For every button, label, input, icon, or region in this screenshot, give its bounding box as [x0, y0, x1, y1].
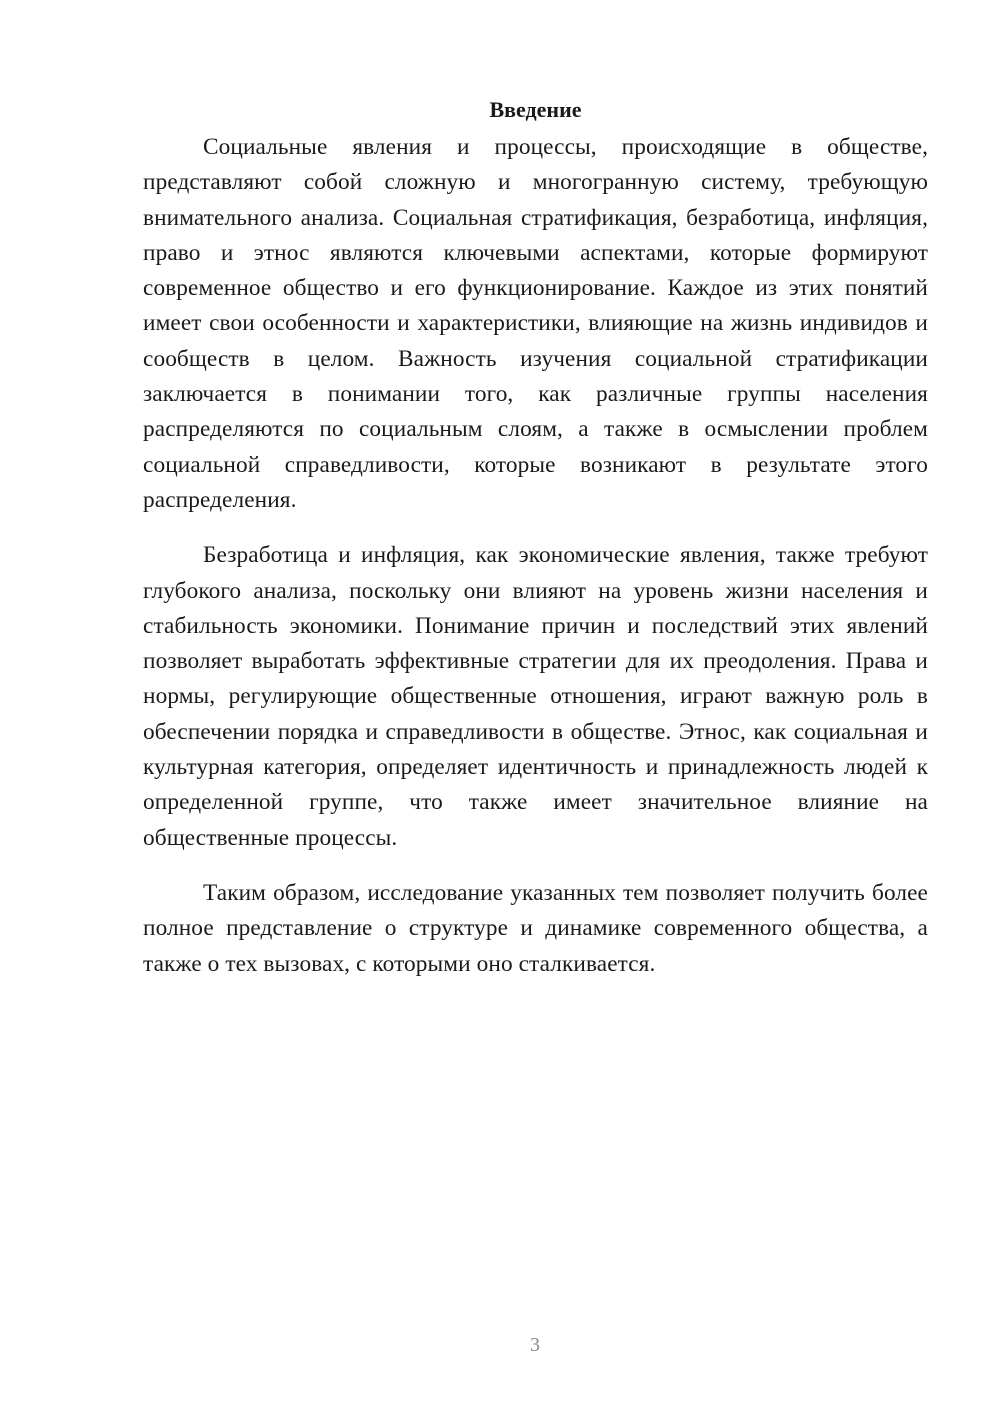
- paragraph-1: Социальные явления и процессы, происходящие в обществе, представляют собой сложную и многогранную систему, требующую внимательного анализа. Социальная стратификация, безработица, инфляция, право и этнос являются ключевыми аспектами, которые формируют современное общество и его функционирование. Каждое из этих понятий имеет свои особенности и характеристики, влияющие на жизнь индивидов и сообществ в целом. Важность изучения социальной стратификации заключается в понимании того, как различные группы населения распределяются по социальным слоям, а также в осмыслении проблем социальной справедливости, которые возникают в результате этого распределения.: [143, 134, 928, 513]
- paragraph-3: Таким образом, исследование указанных тем позволяет получить более полное представление о структуре и динамике современного общества, а также о тех вызовах, с которыми оно сталкивается.: [143, 879, 928, 977]
- paragraph-2: Безработица и инфляция, как экономические явления, также требуют глубокого анализа, поскольку они влияют на уровень жизни населения и стабильность экономики. Понимание причин и последствий этих явлений позволяет выработать эффективные стратегии для их преодоления. Права и нормы, регулирующие общественные отношения, играют важную роль в обеспечении порядка и справедливости в обществе. Этнос, как социальная и культурная категория, определяет идентичность и принадлежность людей к определенной группе, что также имеет значительное влияние на общественные процессы.: [143, 542, 928, 851]
- section-heading: Введение: [489, 97, 582, 122]
- page-number: 3: [530, 1334, 540, 1356]
- document-body: [143, 92, 928, 982]
